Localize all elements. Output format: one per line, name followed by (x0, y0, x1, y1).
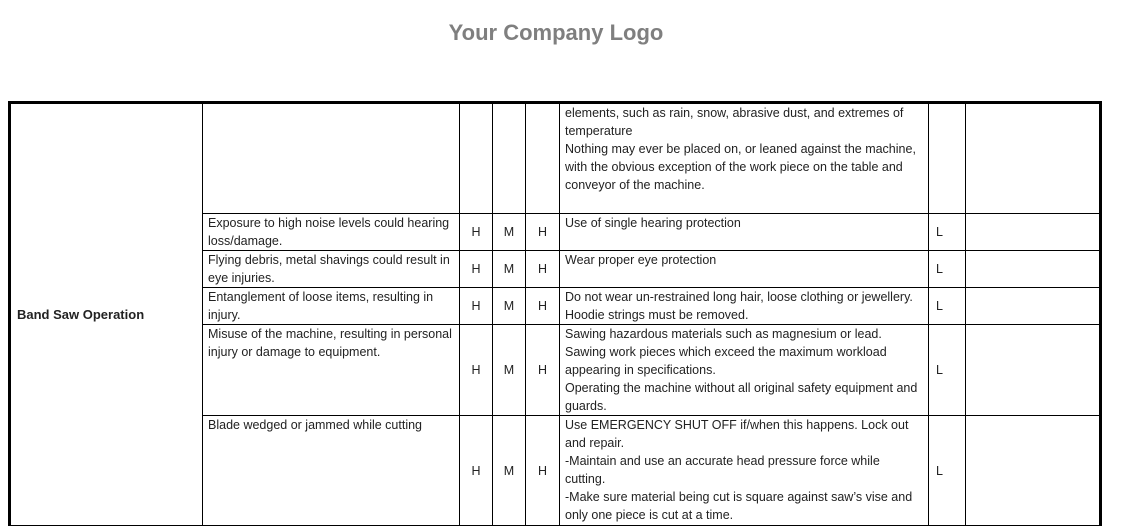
risk-rating[interactable] (526, 103, 560, 214)
risk-rating[interactable]: H (526, 214, 560, 251)
severity-rating[interactable]: M (493, 288, 526, 325)
responsible-cell[interactable] (966, 251, 1101, 288)
control-measure: Nothing may ever be placed on, or leaned against the machine, with the obvious exception of the work piece on the table and conveyor of the machine. (565, 142, 916, 192)
likelihood-rating[interactable]: H (460, 251, 493, 288)
risk-assessment-table (8, 101, 1102, 526)
likelihood-rating[interactable]: H (460, 325, 493, 416)
risk-rating[interactable]: H (526, 325, 560, 416)
residual-risk[interactable]: L (929, 214, 966, 251)
table-row (10, 103, 1101, 214)
likelihood-rating[interactable] (460, 103, 493, 214)
company-logo: Your Company Logo (448, 20, 664, 45)
severity-rating[interactable]: M (493, 416, 526, 526)
hazard-cell[interactable]: Misuse of the machine, resulting in personal injury or damage to equipment. (203, 325, 460, 416)
control-measure: Sawing hazardous materials such as magnesium or lead. (565, 327, 882, 341)
residual-risk[interactable]: L (929, 416, 966, 526)
control-measure: elements, such as rain, snow, abrasive dust, and extremes of temperature (565, 106, 904, 138)
controls-cell[interactable] (560, 416, 929, 526)
likelihood-rating[interactable]: H (460, 288, 493, 325)
hazard-cell[interactable]: Blade wedged or jammed while cutting (203, 416, 460, 526)
control-measure: -Make sure material being cut is square against saw’s vise and only one piece is cut at a time. (565, 490, 913, 522)
control-measure: -Maintain and use an accurate head pressure force while cutting. (565, 454, 880, 486)
responsible-cell[interactable] (966, 325, 1101, 416)
control-measure: Wear proper eye protection (565, 253, 717, 267)
likelihood-rating[interactable]: H (460, 214, 493, 251)
responsible-cell[interactable] (966, 103, 1101, 214)
task-name[interactable]: Band Saw Operation (10, 103, 203, 526)
control-measure: Use of single hearing protection (565, 216, 741, 230)
residual-risk[interactable] (929, 103, 966, 214)
severity-rating[interactable] (493, 103, 526, 214)
controls-cell[interactable] (560, 214, 929, 251)
responsible-cell[interactable] (966, 214, 1101, 251)
responsible-cell[interactable] (966, 288, 1101, 325)
severity-rating[interactable]: M (493, 214, 526, 251)
control-measure: Use EMERGENCY SHUT OFF if/when this happens. Lock out and repair. (565, 418, 909, 450)
likelihood-rating[interactable]: H (460, 416, 493, 526)
hazard-cell[interactable]: Flying debris, metal shavings could result in eye injuries. (203, 251, 460, 288)
controls-cell[interactable] (560, 288, 929, 325)
responsible-cell[interactable] (966, 416, 1101, 526)
controls-cell[interactable] (560, 251, 929, 288)
risk-assessment-table-wrapper (8, 101, 1102, 526)
controls-cell[interactable] (560, 103, 929, 214)
risk-rating[interactable]: H (526, 416, 560, 526)
residual-risk[interactable]: L (929, 251, 966, 288)
risk-rating[interactable]: H (526, 288, 560, 325)
risk-rating[interactable]: H (526, 251, 560, 288)
control-measure: Sawing work pieces which exceed the maximum workload appearing in specifications. (565, 345, 887, 377)
control-measure: Do not wear un-restrained long hair, loose clothing or jewellery. Hoodie strings must be removed. (565, 290, 913, 322)
hazard-cell[interactable]: Entanglement of loose items, resulting in injury. (203, 288, 460, 325)
residual-risk[interactable]: L (929, 325, 966, 416)
controls-cell[interactable] (560, 325, 929, 416)
control-measure: Operating the machine without all original safety equipment and guards. (565, 381, 918, 413)
hazard-cell[interactable]: Exposure to high noise levels could hearing loss/damage. (203, 214, 460, 251)
severity-rating[interactable]: M (493, 325, 526, 416)
severity-rating[interactable]: M (493, 251, 526, 288)
hazard-cell[interactable] (203, 103, 460, 214)
residual-risk[interactable]: L (929, 288, 966, 325)
